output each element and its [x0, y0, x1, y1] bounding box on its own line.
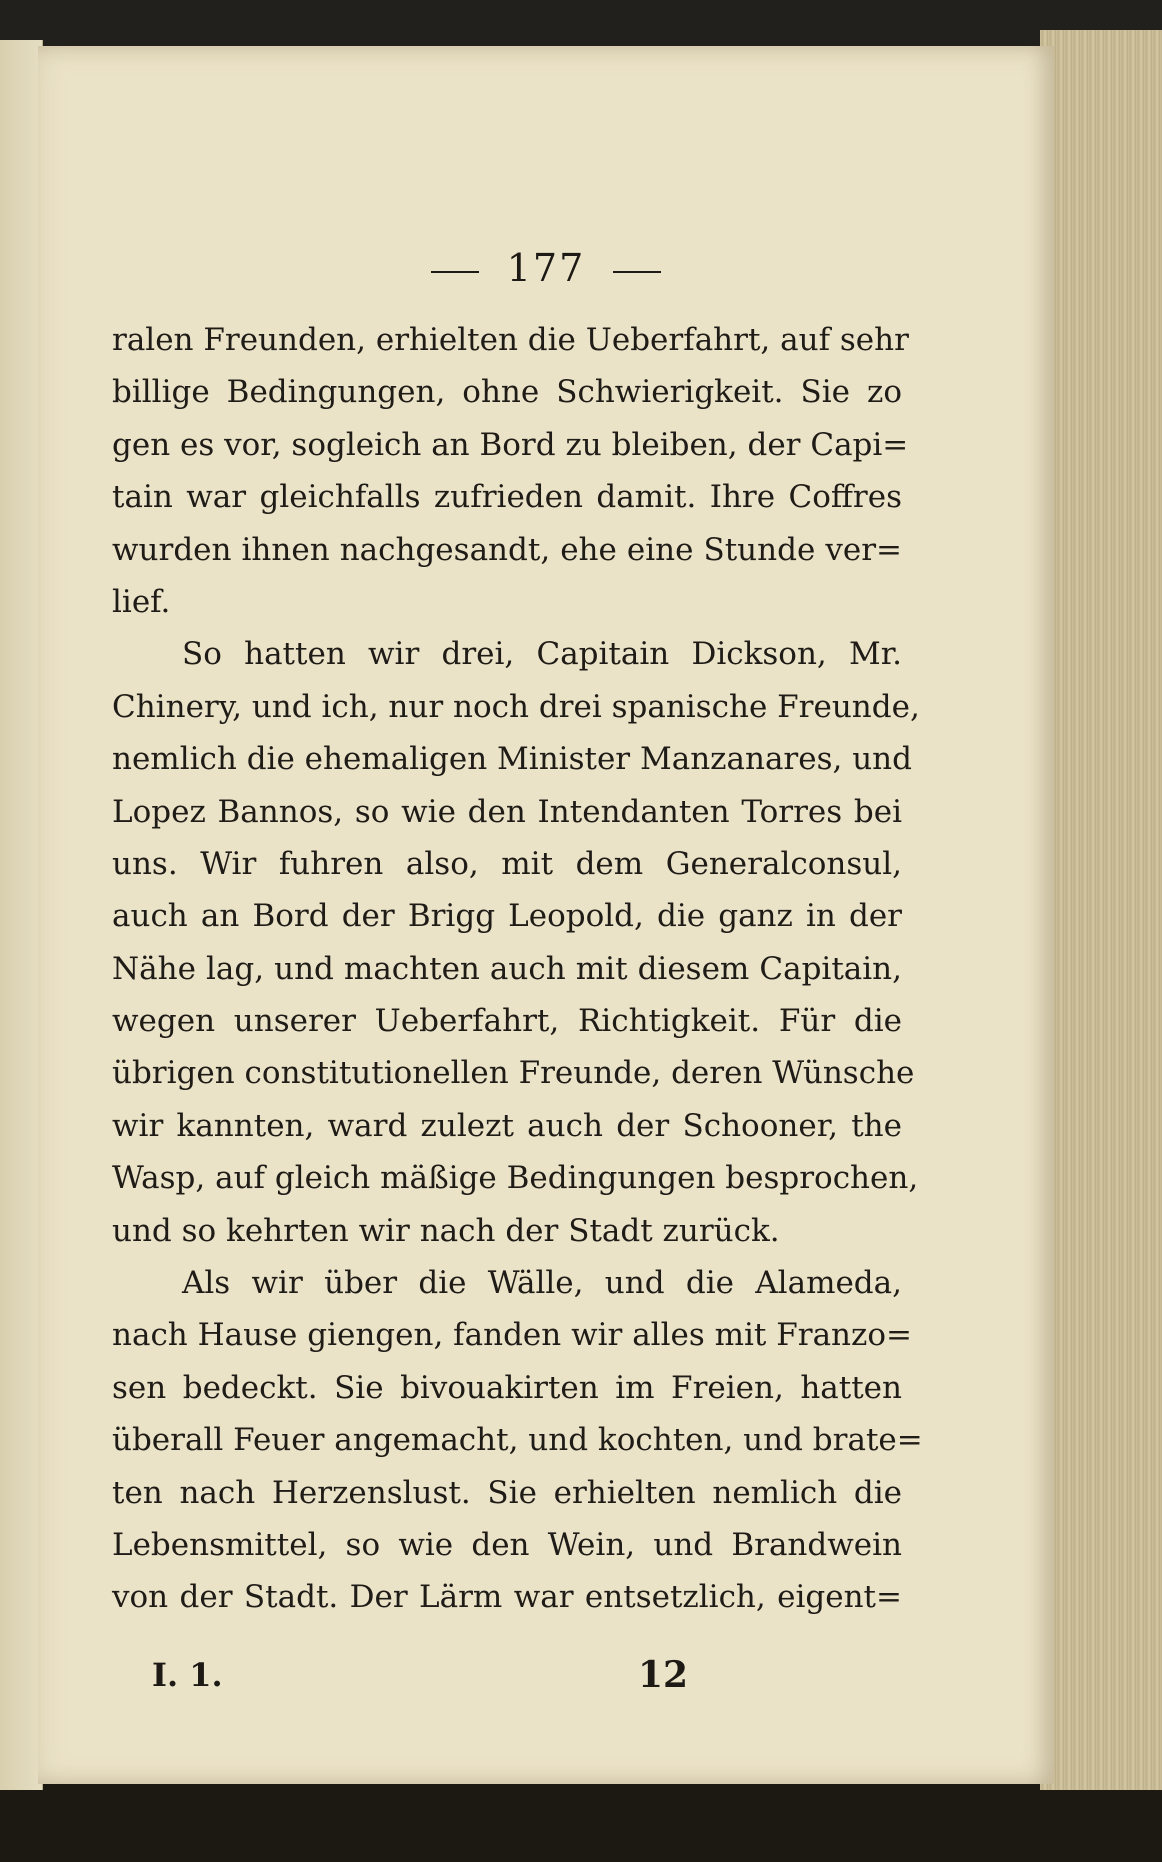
text-line: wir kannten, ward zulezt auch der Schooner, the: [112, 1107, 902, 1144]
text-line: übrigen constitutionellen Freunde, deren Wünsche: [112, 1055, 915, 1092]
text-line: So hatten wir drei, Capitain Dickson, Mr.: [182, 636, 902, 673]
facing-page-edge: [0, 40, 43, 1790]
text-line: tain war gleichfalls zufrieden damit. Ihre Coffres: [112, 479, 902, 516]
text-line: wurden ihnen nachgesandt, ehe eine Stunde ver=: [112, 531, 902, 568]
background-top: [0, 0, 1162, 48]
text-line: uns. Wir fuhren also, mit dem Generalconsul,: [112, 845, 902, 882]
text-line: gen es vor, sogleich an Bord zu bleiben, der Capi=: [112, 426, 909, 463]
background-bottom: [0, 1780, 1162, 1862]
text-line: und so kehrten wir nach der Stadt zurück.: [112, 1212, 780, 1249]
text-line: Als wir über die Wälle, und die Alameda,: [182, 1265, 902, 1302]
text-line: nach Hause giengen, fanden wir alles mit Franzo=: [112, 1317, 912, 1354]
book-page: [38, 46, 1054, 1784]
page-number: 177: [506, 246, 586, 290]
text-line: Lebensmittel, so wie den Wein, und Brandwein: [112, 1526, 902, 1563]
text-line: wegen unserer Ueberfahrt, Richtigkeit. Für die: [112, 1003, 902, 1040]
signature-mark: I. 1.: [152, 1656, 223, 1694]
page-stack-edge: [1040, 30, 1162, 1790]
text-line: Lopez Bannos, so wie den Intendanten Torres bei: [112, 793, 902, 830]
text-line: nemlich die ehemaligen Minister Manzanares, und: [112, 741, 912, 778]
text-line: Nähe lag, und machten auch mit diesem Capitain,: [112, 950, 902, 987]
text-line: ten nach Herzenslust. Sie erhielten nemlich die: [112, 1474, 902, 1511]
text-line: auch an Bord der Brigg Leopold, die ganz in der: [112, 898, 902, 935]
text-line: sen bedeckt. Sie bivouakirten im Freien, hatten: [112, 1369, 902, 1406]
text-line: lief.: [112, 583, 171, 620]
header-dash-left: [431, 271, 479, 273]
text-line: Wasp, auf gleich mäßige Bedingungen besprochen,: [112, 1160, 919, 1197]
text-line: billige Bedingungen, ohne Schwierigkeit. Sie zo: [112, 374, 902, 411]
body-text: [112, 314, 923, 1624]
page-header: [38, 246, 1054, 290]
gathering-number: 12: [638, 1654, 689, 1696]
text-line: überall Feuer angemacht, und kochten, und brate=: [112, 1422, 923, 1459]
text-line: von der Stadt. Der Lärm war entsetzlich, eigent=: [112, 1579, 902, 1616]
header-dash-right: [613, 271, 661, 273]
text-line: Chinery, und ich, nur noch drei spanische Freunde,: [112, 688, 920, 725]
text-line: ralen Freunden, erhielten die Ueberfahrt, auf sehr: [112, 322, 909, 358]
